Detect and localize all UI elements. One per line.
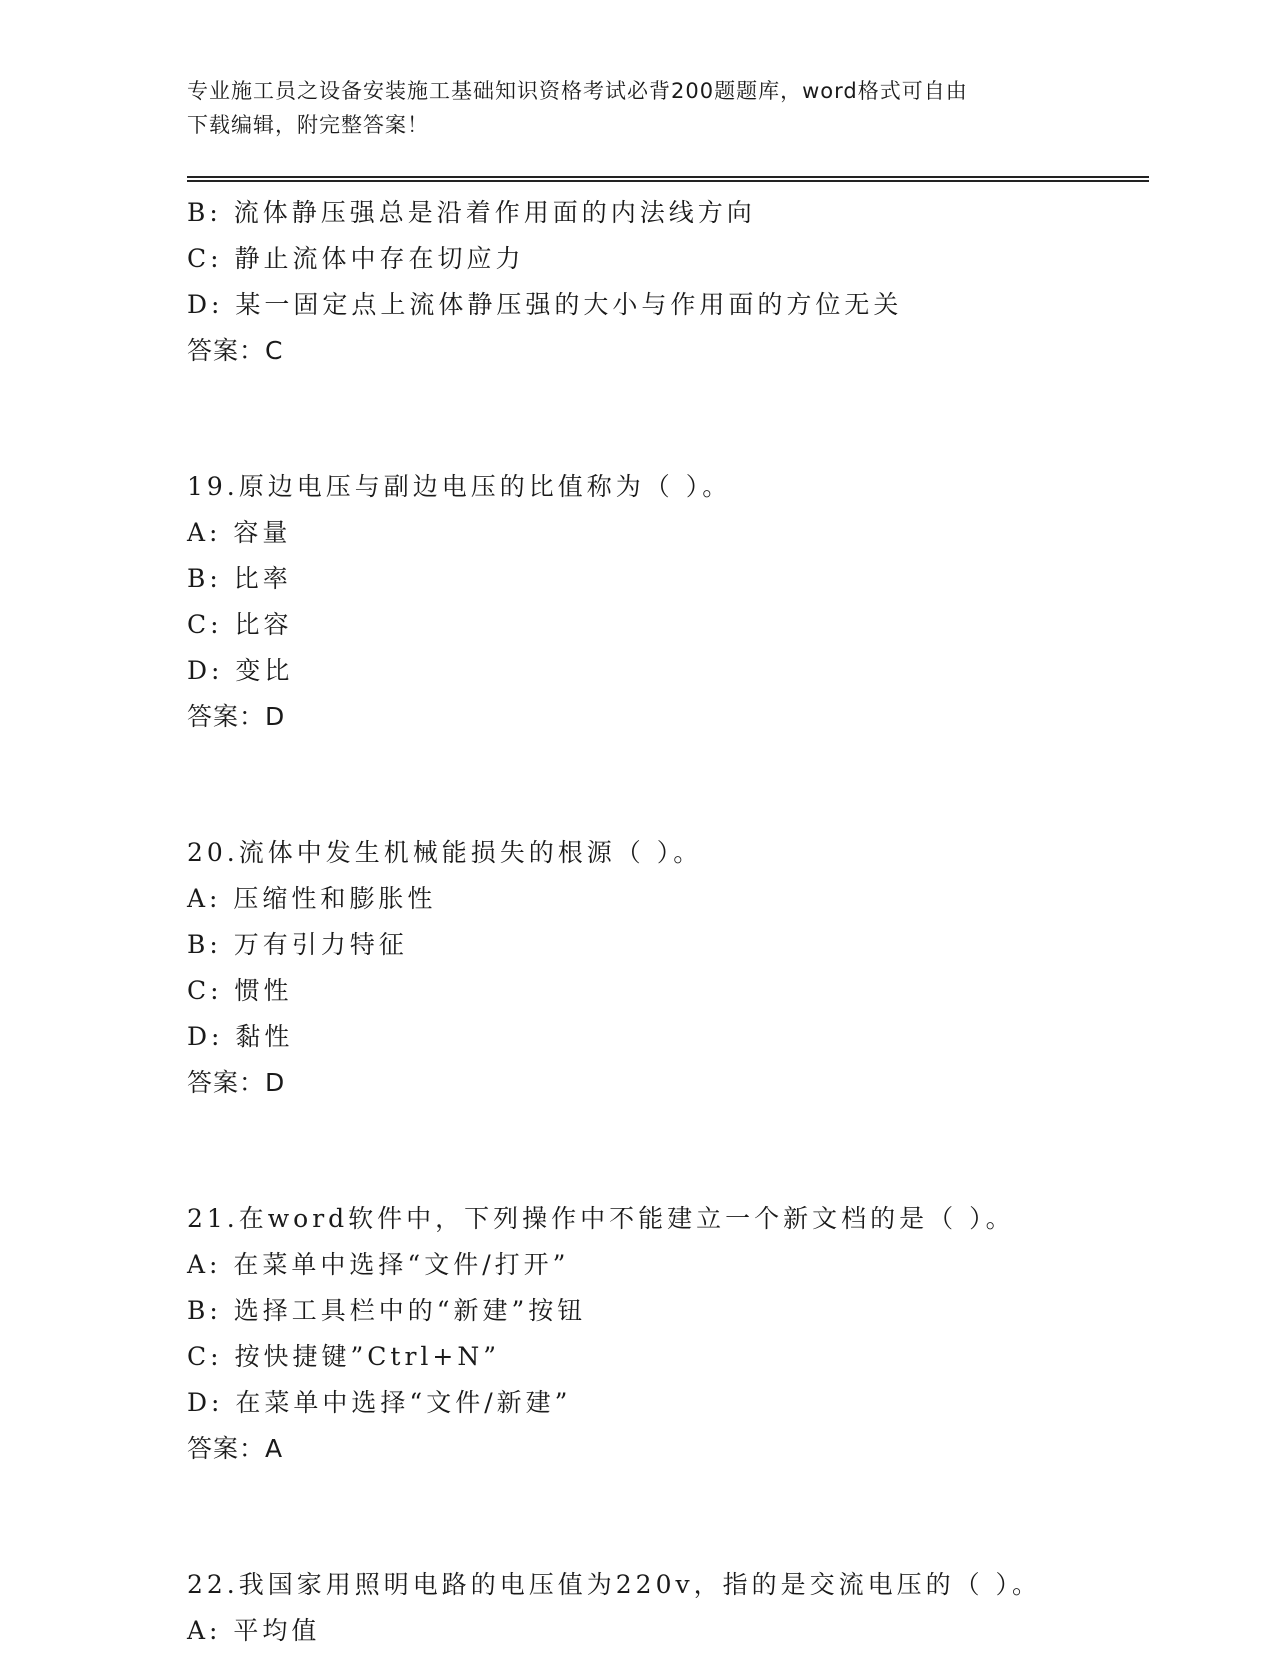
question-list: [187, 190, 1137, 1654]
question-stem: 22.我国家用照明电路的电压值为220v，指的是交流电压的（ ）。: [187, 1570, 1042, 1599]
spacer: [187, 740, 1137, 830]
option-d: D: 某一固定点上流体静压强的大小与作用面的方位无关: [187, 290, 903, 319]
answer-line: 答案：C: [187, 336, 284, 365]
spacer: [187, 1106, 1137, 1196]
header-title-line-2: 下载编辑，附完整答案！: [187, 113, 429, 137]
spacer: [187, 1472, 1137, 1562]
option-d: D: 变比: [187, 656, 294, 685]
answer-line: 答案：A: [187, 1434, 284, 1463]
question-stem: 19.原边电压与副边电压的比值称为（ ）。: [187, 472, 732, 501]
option-a: A: 容量: [187, 518, 292, 547]
document-header: [187, 74, 1087, 142]
option-b: B: 流体静压强总是沿着作用面的内法线方向: [187, 198, 756, 227]
question-block-22: [187, 1562, 1137, 1654]
header-divider: [187, 176, 1149, 182]
question-stem: 21.在word软件中，下列操作中不能建立一个新文档的是（ ）。: [187, 1204, 1015, 1233]
option-a: A: 平均值: [187, 1616, 321, 1645]
option-c: C: 静止流体中存在切应力: [187, 244, 525, 273]
question-block-21: [187, 1196, 1137, 1472]
option-d: D: 黏性: [187, 1022, 294, 1051]
option-a: A: 在菜单中选择“文件/打开”: [187, 1250, 570, 1279]
option-b: B: 万有引力特征: [187, 930, 408, 959]
header-divider-line-bottom: [187, 180, 1149, 182]
question-block-20: [187, 830, 1137, 1106]
answer-line: 答案：D: [187, 1068, 286, 1097]
option-c: C: 比容: [187, 610, 293, 639]
option-c: C: 惯性: [187, 976, 293, 1005]
option-b: B: 选择工具栏中的“新建”按钮: [187, 1296, 587, 1325]
answer-line: 答案：D: [187, 702, 286, 731]
option-a: A: 压缩性和膨胀性: [187, 884, 437, 913]
option-d: D: 在菜单中选择“文件/新建”: [187, 1388, 572, 1417]
question-block-18: [187, 190, 1137, 374]
header-title-line-1: 专业施工员之设备安装施工基础知识资格考试必背200题题库，word格式可自由: [187, 79, 968, 103]
spacer: [187, 374, 1137, 464]
question-block-19: [187, 464, 1137, 740]
header-divider-line-top: [187, 176, 1149, 178]
option-c: C: 按快捷键”Ctrl+N”: [187, 1342, 501, 1371]
option-b: B: 比率: [187, 564, 292, 593]
question-stem: 20.流体中发生机械能损失的根源（ ）。: [187, 838, 703, 867]
